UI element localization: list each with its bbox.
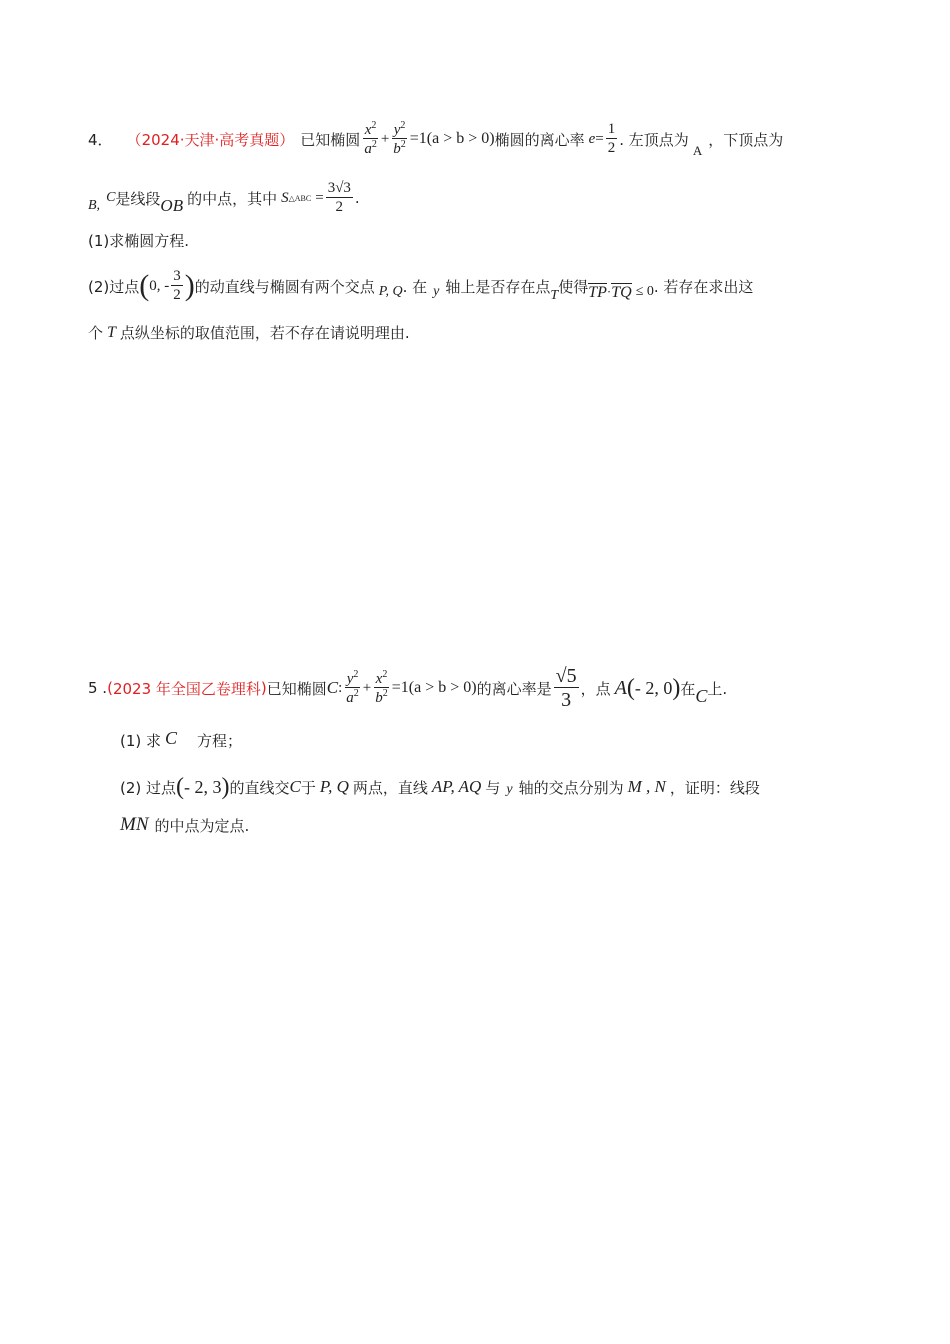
- q4-e: e: [588, 130, 596, 147]
- q5-y: y: [346, 670, 354, 687]
- q5-eq-condition: =1(a > b > 0): [391, 679, 477, 696]
- q5-A-coord: - 2, 0: [634, 677, 673, 698]
- q5-ecc-den: 3: [561, 688, 572, 711]
- q4-half-num: 1: [607, 121, 616, 138]
- q5-A: A: [614, 676, 627, 699]
- q4-PQ: P, Q: [378, 284, 403, 299]
- q4-S-sub: △ABC: [288, 193, 312, 203]
- q4-sq: 2: [371, 119, 377, 131]
- q4-half-den: 2: [607, 139, 616, 156]
- q4-part2-line2: [88, 322, 410, 343]
- q5-on-text2: 上.: [707, 679, 728, 698]
- q4-p2-b: 的动直线与椭圆有两个交点: [194, 277, 375, 296]
- q4-T: T: [550, 288, 559, 303]
- q4-p2-e: 使得: [558, 277, 589, 296]
- q5-ecc-num: √5: [555, 664, 577, 687]
- q5-p2-e: 与: [485, 778, 501, 797]
- q4-line2: [88, 176, 360, 220]
- q4-C: C: [106, 190, 116, 205]
- q4-dot: ·: [606, 284, 612, 299]
- q5-PQ: P, Q: [319, 777, 349, 796]
- q4-mid-of-text: 的中点，其中: [187, 189, 278, 208]
- q4-ellipse-term-y: [391, 120, 408, 159]
- q5-C2: C: [695, 685, 708, 706]
- q4-area-num: 3√3: [327, 180, 351, 197]
- q5-p1-b: 方程；: [197, 732, 243, 750]
- q4-half: [606, 121, 618, 157]
- q5-APAQ: AP, AQ: [431, 777, 482, 796]
- q5-p2-f: 轴的交点分别为: [518, 778, 624, 797]
- q4-sq3: 2: [400, 119, 406, 131]
- q5-pt: - 2, 3: [184, 776, 222, 797]
- q4-le0: ≤ 0: [635, 284, 654, 299]
- q4-ecc-text: 椭圆的离心率: [494, 130, 585, 149]
- q4-p2-g: 个: [88, 324, 104, 342]
- q5-b: b: [375, 690, 383, 707]
- q4-pt-0: 0, -: [149, 277, 170, 294]
- q5-source: 2023 年全国乙卷理科: [112, 679, 261, 698]
- q4-b: b: [393, 141, 401, 158]
- q5-MN2: MN: [120, 814, 149, 835]
- q4-area: [326, 180, 353, 216]
- q4-pt-num: 3: [173, 268, 181, 285]
- q4-lower-vertex-text: ，下顶点为: [708, 130, 784, 149]
- q4-area-den: 2: [335, 198, 344, 215]
- q4-p2-d: 轴上是否存在点: [445, 277, 551, 296]
- q5-colon: :: [338, 679, 343, 696]
- q4-source-close: ）: [279, 130, 295, 149]
- q4-part1: (1)求椭圆方程.: [88, 232, 190, 250]
- q5-p2-c: 于: [300, 778, 316, 797]
- q5-ecc: [554, 665, 579, 712]
- q4-part2-line1: [88, 264, 753, 308]
- q4-ellipse-term-x: [362, 120, 379, 159]
- q4-pt-den: 2: [173, 286, 181, 303]
- q5-C4: C: [289, 777, 301, 796]
- q5-sq2: 2: [353, 688, 359, 700]
- q4-source: 2024·天津·高考真题: [141, 130, 280, 149]
- q4-B: B,: [88, 198, 101, 213]
- q4-OB: OB: [160, 196, 184, 215]
- q4-left-vertex-text: . 左顶点为: [619, 130, 689, 149]
- q5-C3: C: [165, 728, 178, 748]
- q5-p2-g: ，证明：线段: [669, 778, 760, 797]
- q4-p2-h: 点纵坐标的取值范围，若不存在请说明理由.: [119, 324, 410, 342]
- q5-part2-line1: [120, 770, 760, 804]
- q5-paren-open: (: [626, 675, 635, 701]
- q4-a: a: [364, 141, 372, 158]
- q5-x: x: [375, 670, 383, 687]
- q4-S: S: [281, 189, 289, 206]
- q4-p2-c: . 在: [402, 277, 428, 296]
- q5-part2-line2: [120, 814, 249, 836]
- q5-on-text: 在: [680, 679, 696, 698]
- q4-p2-f: . 若存在求出这: [653, 277, 754, 296]
- q5-paren-open2: (: [176, 774, 185, 800]
- q5-ellipse-term-x: [373, 669, 390, 708]
- q4-T2: T: [107, 323, 116, 341]
- q5-p2-b: 的直线交: [229, 778, 290, 797]
- q4-eq-condition: =1(a > b > 0): [409, 130, 495, 147]
- q5-source-close: ): [260, 679, 267, 697]
- q5-line1: [88, 660, 727, 716]
- q4-period: .: [354, 189, 360, 207]
- q5-sq: 2: [353, 668, 359, 680]
- q4-plus: +: [380, 130, 390, 147]
- q5-p1-a: (1) 求: [120, 732, 162, 750]
- q4-line1: [88, 118, 783, 160]
- q5-paren-close: ): [672, 675, 681, 701]
- q5-ellipse-term-y: [344, 669, 361, 708]
- q5-C: C: [326, 678, 339, 697]
- q5-ecc-text: 的离心率是: [476, 679, 552, 698]
- q5-p2-d: 两点，直线: [352, 778, 428, 797]
- q5-a: a: [346, 690, 354, 707]
- q4-source-open: （: [126, 130, 142, 149]
- q5-sq4: 2: [382, 688, 388, 700]
- q5-paren-close2: ): [221, 774, 230, 800]
- q4-paren-close: ): [184, 269, 195, 302]
- q4-paren-open: (: [139, 269, 150, 302]
- q4-eq: =: [595, 130, 604, 147]
- q5-plus: +: [362, 679, 372, 696]
- q4-sq2: 2: [371, 139, 377, 151]
- q5-part1: [120, 730, 242, 751]
- q5-sq3: 2: [382, 668, 388, 680]
- q5-given-text: 已知椭圆: [266, 679, 327, 698]
- q5-MN: M , N: [627, 777, 666, 796]
- q4-number: 4．: [88, 130, 113, 149]
- q4-eq2: =: [315, 189, 324, 206]
- q4-midpoint-text: 是线段: [115, 189, 161, 208]
- q5-source-open: (: [107, 679, 113, 697]
- q4-pt-frac: [171, 268, 183, 304]
- q4-y: y: [393, 121, 401, 138]
- q5-y-axis: y: [506, 782, 513, 797]
- q4-sq4: 2: [400, 139, 406, 151]
- q4-TQ: TQ: [611, 283, 632, 301]
- q4-x: x: [364, 121, 372, 138]
- q4-y-axis: y: [433, 284, 440, 299]
- q5-number: 5 .: [88, 679, 108, 697]
- q5-p2-a: (2) 过点: [120, 778, 177, 797]
- q4-A: A: [692, 143, 703, 158]
- q5-p2-h: 的中点为定点.: [154, 816, 250, 835]
- q4-TP: TP: [588, 283, 607, 301]
- q4-given-text: 已知椭圆: [300, 130, 361, 149]
- q5-point-text: ，点: [580, 679, 611, 698]
- q4-p2-a: (2)过点: [88, 277, 140, 296]
